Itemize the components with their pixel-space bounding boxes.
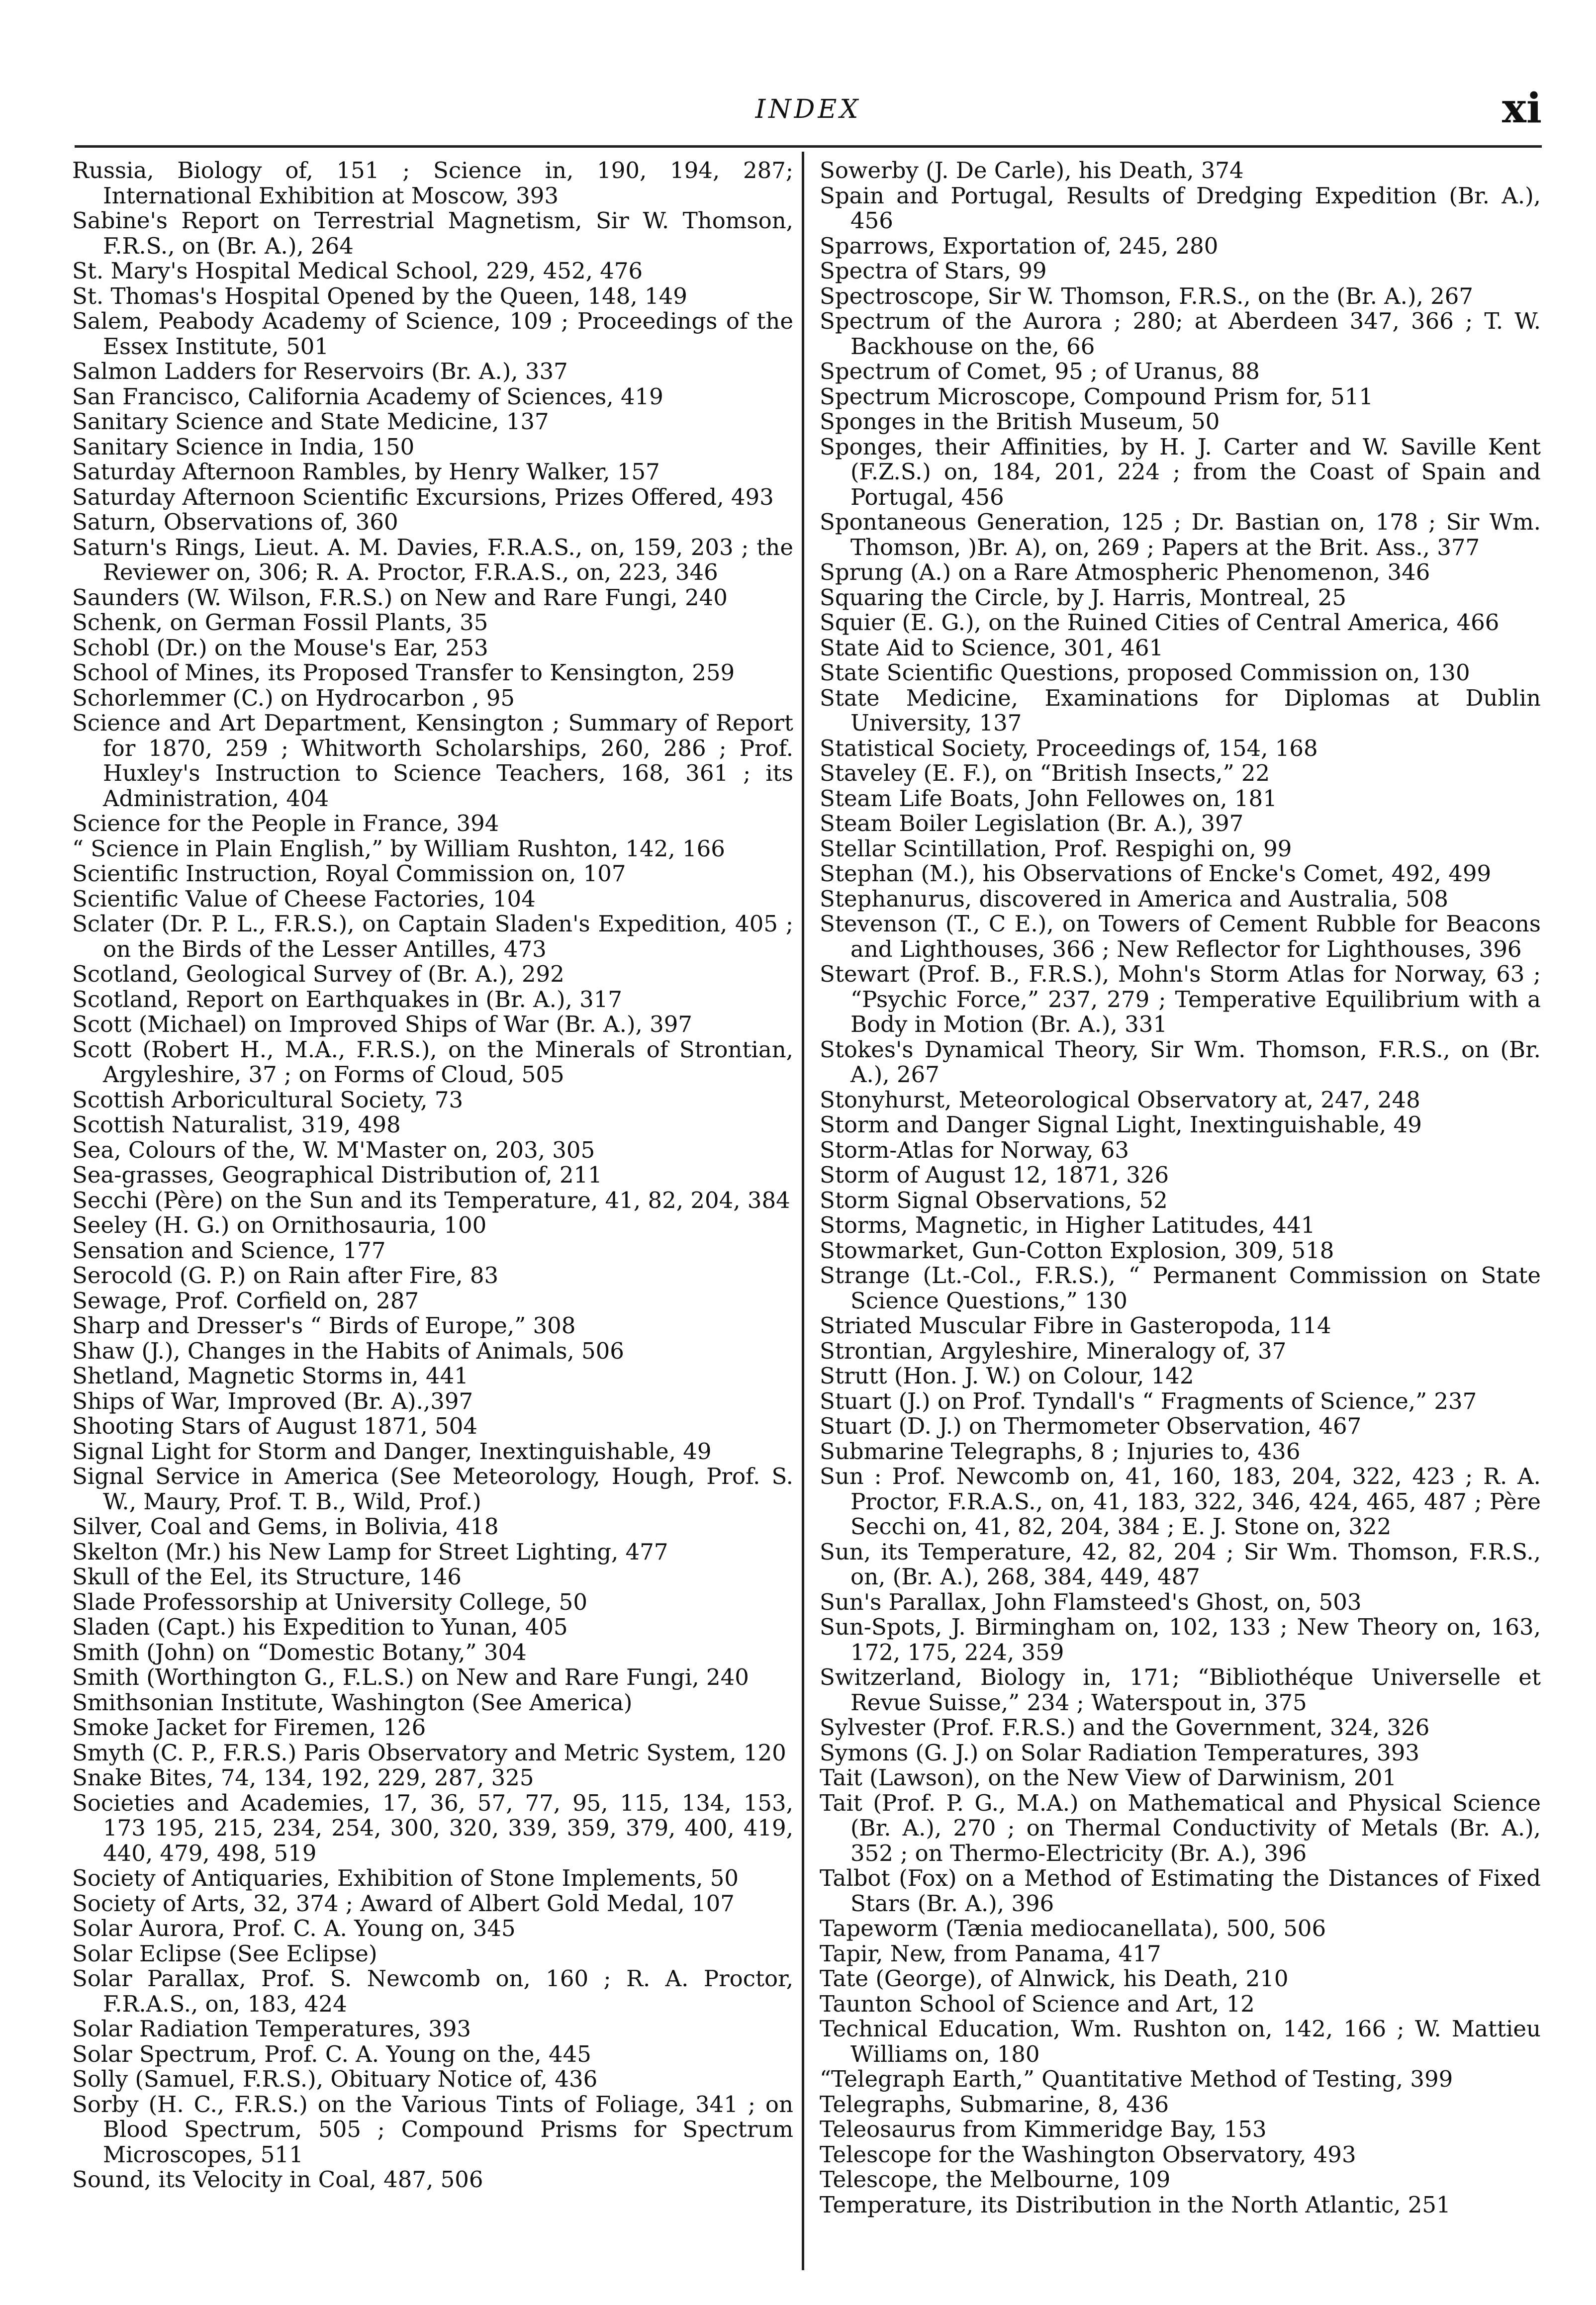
index-entry: Schenk, on German Fossil Plants, 35 (72, 609, 488, 636)
index-entry: Spain and Portugal, Results of Dredging Expedition (Br. A.), 456 (820, 182, 1541, 234)
index-entry: Spectrum of the Aurora ; 280; at Aberdeen 347, 366 ; T. W. Backhouse on the, 66 (820, 308, 1541, 360)
index-entry: Sylvester (Prof. F.R.S.) and the Government, 324, 326 (820, 1714, 1430, 1741)
index-entry: “Telegraph Earth,” Quantitative Method of Testing, 399 (820, 2066, 1453, 2092)
index-entry: Shaw (J.), Changes in the Habits of Animals, 506 (72, 1337, 624, 1364)
index-entry: Solar Parallax, Prof. S. Newcomb on, 160 ; R. A. Proctor, F.R.A.S., on, 183, 424 (72, 1965, 793, 2017)
index-entry: Society of Arts, 32, 374 ; Award of Albert Gold Medal, 107 (72, 1890, 735, 1917)
index-entry: Spectra of Stars, 99 (820, 258, 1047, 284)
index-entry: Stevenson (T., C E.), on Towers of Cement Rubble for Beacons and Lighthouses, 366 ; New Reflector for Lighthouses, 396 (820, 911, 1541, 962)
index-entry: Spontaneous Generation, 125 ; Dr. Bastian on, 178 ; Sir Wm. Thomson, )Br. A), on, 269 ; Papers at the Brit. Ass., 377 (820, 509, 1541, 560)
index-entry: Sun-Spots, J. Birmingham on, 102, 133 ; New Theory on, 163, 172, 175, 224, 359 (820, 1614, 1541, 1665)
index-entry: Sound, its Velocity in Coal, 487, 506 (72, 2166, 483, 2193)
index-entry: Strutt (Hon. J. W.) on Colour, 142 (820, 1363, 1194, 1389)
index-entry: Staveley (E. F.), on “British Insects,” 22 (820, 760, 1270, 786)
index-entry: Salem, Peabody Academy of Science, 109 ; Proceedings of the Essex Institute, 501 (72, 308, 793, 360)
index-entry: Sea, Colours of the, W. M'Master on, 203, 305 (72, 1136, 595, 1163)
index-entry: Sponges, their Affinities, by H. J. Carter and W. Saville Kent (F.Z.S.) on, 184, 201, 224 ; from the Coast of Spain and Portugal, 456 (820, 433, 1541, 510)
index-entry: State Medicine, Examinations for Diplomas at Dublin University, 137 (820, 684, 1541, 736)
index-entry: Seeley (H. G.) on Ornithosauria, 100 (72, 1212, 487, 1238)
index-entry: Scientific Instruction, Royal Commission on, 107 (72, 860, 626, 887)
index-entry: Submarine Telegraphs, 8 ; Injuries to, 436 (820, 1438, 1301, 1465)
index-entry: Storm Signal Observations, 52 (820, 1187, 1168, 1213)
index-entry: Solly (Samuel, F.R.S.), Obituary Notice of, 436 (72, 2066, 598, 2092)
index-entry: Sclater (Dr. P. L., F.R.S.), on Captain Sladen's Expedition, 405 ; on the Birds of the Lesser Antilles, 473 (72, 911, 793, 962)
index-entry: Sewage, Prof. Corfield on, 287 (72, 1287, 419, 1314)
index-entry: Smith (Worthington G., F.L.S.) on New and Rare Fungi, 240 (72, 1664, 749, 1690)
index-entry: Skelton (Mr.) his New Lamp for Street Lighting, 477 (72, 1538, 668, 1565)
index-entry: Symons (G. J.) on Solar Radiation Temperatures, 393 (820, 1739, 1419, 1766)
index-entry: Ships of War, Improved (Br. A).,397 (72, 1387, 473, 1414)
index-entry: Stephan (M.), his Observations of Encke's Comet, 492, 499 (820, 860, 1492, 887)
index-entry: Societies and Academies, 17, 36, 57, 77, 95, 115, 134, 153, 173 195, 215, 234, 254, 300, 320, 339, 359, 379, 400, 419, 440, 479, 498, 519 (72, 1789, 793, 1866)
index-entry: Sanitary Science in India, 150 (72, 433, 415, 460)
index-entry: Silver, Coal and Gems, in Bolivia, 418 (72, 1513, 499, 1540)
index-entry: Storms, Magnetic, in Higher Latitudes, 441 (820, 1212, 1315, 1238)
index-entry: Secchi (Père) on the Sun and its Temperature, 41, 82, 204, 384 (72, 1187, 790, 1213)
index-entry: Sanitary Science and State Medicine, 137 (72, 408, 549, 435)
index-entry: Stephanurus, discovered in America and Australia, 508 (820, 885, 1448, 912)
index-entry: School of Mines, its Proposed Transfer to Kensington, 259 (72, 659, 735, 686)
index-entry: Scotland, Report on Earthquakes in (Br. A.), 317 (72, 986, 623, 1013)
index-entry: Sladen (Capt.) his Expedition to Yunan, 405 (72, 1614, 568, 1640)
index-entry: Stonyhurst, Meteorological Observatory at, 247, 248 (820, 1086, 1420, 1113)
index-entry: Sun, its Temperature, 42, 82, 204 ; Sir Wm. Thomson, F.R.S., on, (Br. A.), 268, 384, 449, 487 (820, 1538, 1541, 1590)
index-entry: Teleosaurus from Kimmeridge Bay, 153 (820, 2116, 1267, 2142)
index-entry: Skull of the Eel, its Structure, 146 (72, 1564, 462, 1590)
index-entry: Statistical Society, Proceedings of, 154, 168 (820, 735, 1318, 761)
index-entry: Telegraphs, Submarine, 8, 436 (820, 2091, 1169, 2118)
index-entry: Saturn, Observations of, 360 (72, 509, 398, 535)
index-entry: Slade Professorship at University College, 50 (72, 1588, 587, 1615)
index-entry: Storm of August 12, 1871, 326 (820, 1162, 1169, 1188)
index-entry: Steam Boiler Legislation (Br. A.), 397 (820, 810, 1244, 836)
header-rule (75, 145, 1542, 148)
index-entry: Tait (Lawson), on the New View of Darwinism, 201 (820, 1764, 1397, 1791)
running-title: INDEX (755, 94, 861, 124)
index-entry: Solar Aurora, Prof. C. A. Young on, 345 (72, 1915, 516, 1941)
index-entry: Saturn's Rings, Lieut. A. M. Davies, F.R.A.S., on, 159, 203 ; the Reviewer on, 306; R. A. Proctor, F.R.A.S., on, 223, 346 (72, 534, 793, 585)
index-entry: Sabine's Report on Terrestrial Magnetism, Sir W. Thomson, F.R.S., on (Br. A.), 264 (72, 207, 793, 259)
index-entry: Solar Radiation Temperatures, 393 (72, 2016, 471, 2042)
index-entry: Sharp and Dresser's “ Birds of Europe,” 308 (72, 1312, 576, 1339)
index-entry: Stowmarket, Gun-Cotton Explosion, 309, 518 (820, 1237, 1334, 1264)
index-entry: Science for the People in France, 394 (72, 810, 499, 836)
index-entry: San Francisco, California Academy of Sciences, 419 (72, 383, 663, 410)
index-entry: Saturday Afternoon Rambles, by Henry Walker, 157 (72, 459, 660, 485)
index-entry: Schorlemmer (C.) on Hydrocarbon , 95 (72, 684, 515, 711)
index-entry: Scottish Naturalist, 319, 498 (72, 1111, 401, 1138)
index-entry: Scott (Michael) on Improved Ships of War (Br. A.), 397 (72, 1011, 693, 1037)
index-entry: Squier (E. G.), on the Ruined Cities of Central America, 466 (820, 609, 1500, 636)
index-entry: Spectroscope, Sir W. Thomson, F.R.S., on the (Br. A.), 267 (820, 282, 1474, 309)
index-entry: Smyth (C. P., F.R.S.) Paris Observatory and Metric System, 120 (72, 1739, 786, 1766)
index-entry: Temperature, its Distribution in the North Atlantic, 251 (820, 2191, 1451, 2218)
index-entry: Tapir, New, from Panama, 417 (820, 1940, 1161, 1967)
index-entry: Scott (Robert H., M.A., F.R.S.), on the Minerals of Strontian, Argyleshire, 37 ; on Forms of Cloud, 505 (72, 1036, 793, 1088)
index-column-left (72, 158, 793, 2193)
page-number: xi (1502, 85, 1542, 132)
index-entry: Spectrum of Comet, 95 ; of Uranus, 88 (820, 358, 1260, 384)
index-entry: Shooting Stars of August 1871, 504 (72, 1413, 478, 1439)
index-entry: Strange (Lt.-Col., F.R.S.), “ Permanent Commission on State Science Questions,” 130 (820, 1262, 1541, 1314)
index-entry: Scotland, Geological Survey of (Br. A.), 292 (72, 961, 564, 987)
index-entry: Stokes's Dynamical Theory, Sir Wm. Thomson, F.R.S., on (Br. A.), 267 (820, 1036, 1541, 1088)
index-entry: St. Mary's Hospital Medical School, 229, 452, 476 (72, 258, 643, 284)
index-entry: Strontian, Argyleshire, Mineralogy of, 37 (820, 1337, 1287, 1364)
index-entry: Stellar Scintillation, Prof. Respighi on, 99 (820, 835, 1292, 862)
index-entry: Talbot (Fox) on a Method of Estimating the Distances of Fixed Stars (Br. A.), 396 (820, 1865, 1541, 1917)
index-entry: Sun's Parallax, John Flamsteed's Ghost, on, 503 (820, 1588, 1362, 1615)
index-entry: Steam Life Boats, John Fellowes on, 181 (820, 785, 1277, 812)
index-entry: Saunders (W. Wilson, F.R.S.) on New and Rare Fungi, 240 (72, 584, 728, 611)
index-entry: Technical Education, Wm. Rushton on, 142, 166 ; W. Mattieu Williams on, 180 (820, 2016, 1541, 2067)
index-entry: Storm and Danger Signal Light, Inextinguishable, 49 (820, 1111, 1422, 1138)
index-entry: Saturday Afternoon Scientific Excursions, Prizes Offered, 493 (72, 483, 774, 510)
index-entry: Storm-Atlas for Norway, 63 (820, 1136, 1129, 1163)
index-entry: Solar Spectrum, Prof. C. A. Young on the, 445 (72, 2040, 591, 2067)
index-entry: Sensation and Science, 177 (72, 1237, 386, 1264)
index-entry: Squaring the Circle, by J. Harris, Montreal, 25 (820, 584, 1346, 611)
index-entry: “ Science in Plain English,” by William Rushton, 142, 166 (72, 835, 725, 862)
index-entry: Telescope, the Melbourne, 109 (820, 2166, 1171, 2193)
index-entry: Telescope for the Washington Observatory, 493 (820, 2141, 1356, 2168)
index-entry: Smoke Jacket for Firemen, 126 (72, 1714, 426, 1741)
index-entry: State Aid to Science, 301, 461 (820, 634, 1164, 661)
index-entry: Scottish Arboricultural Society, 73 (72, 1086, 464, 1113)
index-entry: Smithsonian Institute, Washington (See America) (72, 1689, 633, 1716)
index-entry: St. Thomas's Hospital Opened by the Queen, 148, 149 (72, 282, 687, 309)
index-entry: Stuart (J.) on Prof. Tyndall's “ Fragments of Science,” 237 (820, 1387, 1477, 1414)
index-entry: Snake Bites, 74, 134, 192, 229, 287, 325 (72, 1764, 534, 1791)
index-column-right (820, 158, 1541, 2217)
index-entry: Spectrum Microscope, Compound Prism for, 511 (820, 383, 1373, 410)
index-entry: Sowerby (J. De Carle), his Death, 374 (820, 157, 1244, 184)
index-entry: Stuart (D. J.) on Thermometer Observation, 467 (820, 1413, 1362, 1439)
index-entry: Schobl (Dr.) on the Mouse's Ear, 253 (72, 634, 488, 661)
index-entry: Tate (George), of Alnwick, his Death, 210 (820, 1965, 1289, 1992)
index-entry: Sorby (H. C., F.R.S.) on the Various Tints of Foliage, 341 ; on Blood Spectrum, 505 ; Compound Prisms for Spectrum Microscopes, 511 (72, 2091, 793, 2168)
index-entry: Society of Antiquaries, Exhibition of Stone Implements, 50 (72, 1865, 739, 1891)
index-entry: Science and Art Department, Kensington ; Summary of Report for 1870, 259 ; Whitworth Scholarships, 260, 286 ; Prof. Huxley's Instruction to Science Teachers, 168, 361 ; its Administration, 404 (72, 710, 793, 812)
index-entry: Switzerland, Biology in, 171; “Bibliothéque Universelle et Revue Suisse,” 234 ; Waterspout in, 375 (820, 1664, 1541, 1716)
page-header (75, 85, 1542, 139)
index-entry: Solar Eclipse (See Eclipse) (72, 1940, 377, 1967)
index-entry: Signal Service in America (See Meteorology, Hough, Prof. S. W., Maury, Prof. T. B., Wild, Prof.) (72, 1463, 793, 1515)
index-entry: Salmon Ladders for Reservoirs (Br. A.), 337 (72, 358, 568, 384)
index-entry: State Scientific Questions, proposed Commission on, 130 (820, 659, 1470, 686)
index-entry: Sun : Prof. Newcomb on, 41, 160, 183, 204, 322, 423 ; R. A. Proctor, F.R.A.S., on, 41, 183, 322, 346, 424, 465, 487 ; Père Secchi on, 41, 82, 204, 384 ; E. J. Stone on, 322 (820, 1463, 1541, 1540)
index-entry: Shetland, Magnetic Storms in, 441 (72, 1363, 469, 1389)
index-entry: Smith (John) on “Domestic Botany,” 304 (72, 1639, 527, 1665)
index-entry: Sprung (A.) on a Rare Atmospheric Phenomenon, 346 (820, 559, 1430, 585)
index-entry: Sea-grasses, Geographical Distribution of, 211 (72, 1162, 602, 1188)
index-entry: Russia, Biology of, 151 ; Science in, 190, 194, 287; International Exhibition at Moscow, 393 (72, 157, 793, 209)
index-entry: Stewart (Prof. B., F.R.S.), Mohn's Storm Atlas for Norway, 63 ; “Psychic Force,” 237, 279 ; Temperative Equilibrium with a Body in Motion (Br. A.), 331 (820, 961, 1541, 1037)
index-entry: Taunton School of Science and Art, 12 (820, 1990, 1255, 2017)
index-entry: Sparrows, Exportation of, 245, 280 (820, 232, 1219, 259)
index-entry: Scientific Value of Cheese Factories, 104 (72, 885, 536, 912)
index-entry: Serocold (G. P.) on Rain after Fire, 83 (72, 1262, 499, 1289)
index-entry: Sponges in the British Museum, 50 (820, 408, 1220, 435)
index-entry: Striated Muscular Fibre in Gasteropoda, 114 (820, 1312, 1331, 1339)
index-entry: Tapeworm (Tænia mediocanellata), 500, 506 (820, 1915, 1326, 1941)
column-divider (802, 152, 804, 2270)
index-entry: Tait (Prof. P. G., M.A.) on Mathematical and Physical Science (Br. A.), 270 ; on Thermal Conductivity of Metals (Br. A.), 352 ; on Thermo-Electricity (Br. A.), 396 (820, 1789, 1541, 1866)
index-entry: Signal Light for Storm and Danger, Inextinguishable, 49 (72, 1438, 712, 1465)
